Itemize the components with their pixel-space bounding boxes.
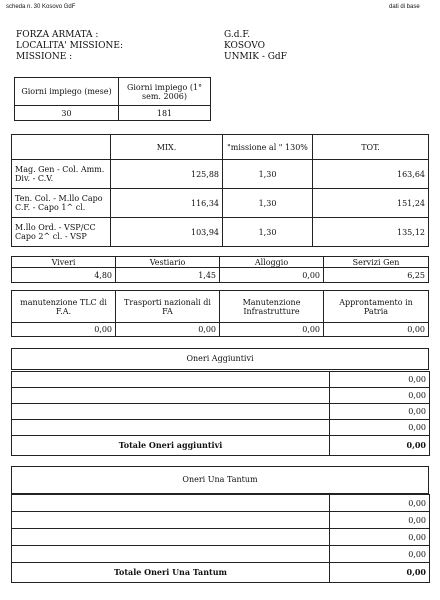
info-values <box>224 30 287 63</box>
oneri-agg-total-value: 0,00 <box>330 436 430 456</box>
oneri-ut-title: Oneri Una Tantum <box>182 475 258 484</box>
giorni-table <box>14 77 211 121</box>
manut-infra-value: 0,00 <box>220 323 324 337</box>
mix-row-tot: 163,64 <box>313 160 429 189</box>
giorni-val-sem: 181 <box>119 106 211 121</box>
oneri-agg-value: 0,00 <box>330 388 430 404</box>
oneri-ut-table <box>11 494 430 583</box>
mix-row-pct: 1,30 <box>223 160 313 189</box>
manut-tlc-head: manutenzione TLC di F.A. <box>12 291 116 323</box>
servizi-value: 6,25 <box>324 268 429 283</box>
servizi-head: Servizi Gen <box>324 257 429 268</box>
mix-head-mix: MIX. <box>111 135 223 160</box>
vestiario-head: Vestiario <box>116 257 220 268</box>
viveri-head: Viveri <box>12 257 116 268</box>
oneri-agg-desc <box>12 372 330 388</box>
oneri-ut-total-label: Totale Oneri Una Tantum <box>12 563 330 583</box>
oneri-agg-value: 0,00 <box>330 372 430 388</box>
giorni-val-mese: 30 <box>15 106 119 121</box>
oneri-ut-total-value: 0,00 <box>330 563 430 583</box>
viveri-value: 4,80 <box>12 268 116 283</box>
alloggio-head: Alloggio <box>220 257 324 268</box>
mix-row-tot: 135,12 <box>313 218 429 247</box>
info-value-missione: UNMIK - GdF <box>224 52 287 62</box>
info-label-forza: FORZA ARMATA : <box>16 30 99 40</box>
vestiario-value: 1,45 <box>116 268 220 283</box>
mix-table <box>11 134 429 247</box>
mix-row-mix: 125,88 <box>111 160 223 189</box>
giorni-head-sem: Giorni impiego (1° sem. 2006) <box>119 78 211 106</box>
oneri-ut-desc <box>12 529 330 546</box>
info-label-missione: MISSIONE : <box>16 52 73 62</box>
table-row <box>12 546 430 563</box>
table-row <box>12 372 430 388</box>
mix-corner <box>12 135 111 160</box>
oneri-ut-value: 0,00 <box>330 512 430 529</box>
table-row <box>12 388 430 404</box>
info-label-localita: LOCALITA' MISSIONE: <box>16 41 123 51</box>
oneri-agg-total-label: Totale Oneri aggiuntivi <box>12 436 330 456</box>
mix-row-pct: 1,30 <box>223 218 313 247</box>
oneri-agg-value: 0,00 <box>330 404 430 420</box>
mix-head-tot: TOT. <box>313 135 429 160</box>
trasporti-value: 0,00 <box>116 323 220 337</box>
mix-row-mix: 116,34 <box>111 189 223 218</box>
mix-row-tot: 151,24 <box>313 189 429 218</box>
oneri-agg-title-box <box>11 348 429 370</box>
table-row <box>12 529 430 546</box>
total-row <box>12 563 430 583</box>
table-row <box>12 189 429 218</box>
oneri-ut-value: 0,00 <box>330 546 430 563</box>
table-row <box>12 512 430 529</box>
oneri-ut-desc <box>12 495 330 512</box>
oneri-agg-title: Oneri Aggiuntivi <box>186 354 254 363</box>
mix-row-label: M.llo Ord. - VSP/CC Capo 2^ cl. - VSP <box>12 218 111 247</box>
manut-infra-head: Manutenzione Infrastrutture <box>220 291 324 323</box>
sheet-id: scheda n. 30 Kosovo GdF <box>6 4 76 10</box>
viveri-table <box>11 256 429 283</box>
trasporti-head: Trasporti nazionali di FA <box>116 291 220 323</box>
oneri-ut-value: 0,00 <box>330 495 430 512</box>
oneri-agg-desc <box>12 420 330 436</box>
table-row <box>12 495 430 512</box>
approntamento-value: 0,00 <box>324 323 429 337</box>
oneri-agg-desc <box>12 388 330 404</box>
table-row <box>12 160 429 189</box>
alloggio-value: 0,00 <box>220 268 324 283</box>
info-value-forza: G.d.F. <box>224 30 251 40</box>
mix-row-label: Mag. Gen - Col. Amm. Div. - C.V. <box>12 160 111 189</box>
oneri-ut-title-box <box>11 466 429 494</box>
info-value-localita: KOSOVO <box>224 41 265 51</box>
oneri-ut-desc <box>12 546 330 563</box>
info-labels <box>16 30 123 63</box>
manut-table <box>11 290 429 337</box>
giorni-head-mese: Giorni impiego (mese) <box>15 78 119 106</box>
table-row <box>12 420 430 436</box>
approntamento-head: Approntamento in Patria <box>324 291 429 323</box>
oneri-agg-desc <box>12 404 330 420</box>
sheet-section: dati di base <box>389 4 420 10</box>
manut-tlc-value: 0,00 <box>12 323 116 337</box>
oneri-agg-table <box>11 371 430 456</box>
oneri-ut-value: 0,00 <box>330 529 430 546</box>
total-row <box>12 436 430 456</box>
oneri-ut-desc <box>12 512 330 529</box>
oneri-agg-value: 0,00 <box>330 420 430 436</box>
mix-head-pct: "missione al " 130% <box>223 135 313 160</box>
mix-row-mix: 103,94 <box>111 218 223 247</box>
table-row <box>12 404 430 420</box>
mix-row-pct: 1,30 <box>223 189 313 218</box>
table-row <box>12 218 429 247</box>
mix-row-label: Ten. Col. - M.llo Capo C.F. - Capo 1^ cl. <box>12 189 111 218</box>
